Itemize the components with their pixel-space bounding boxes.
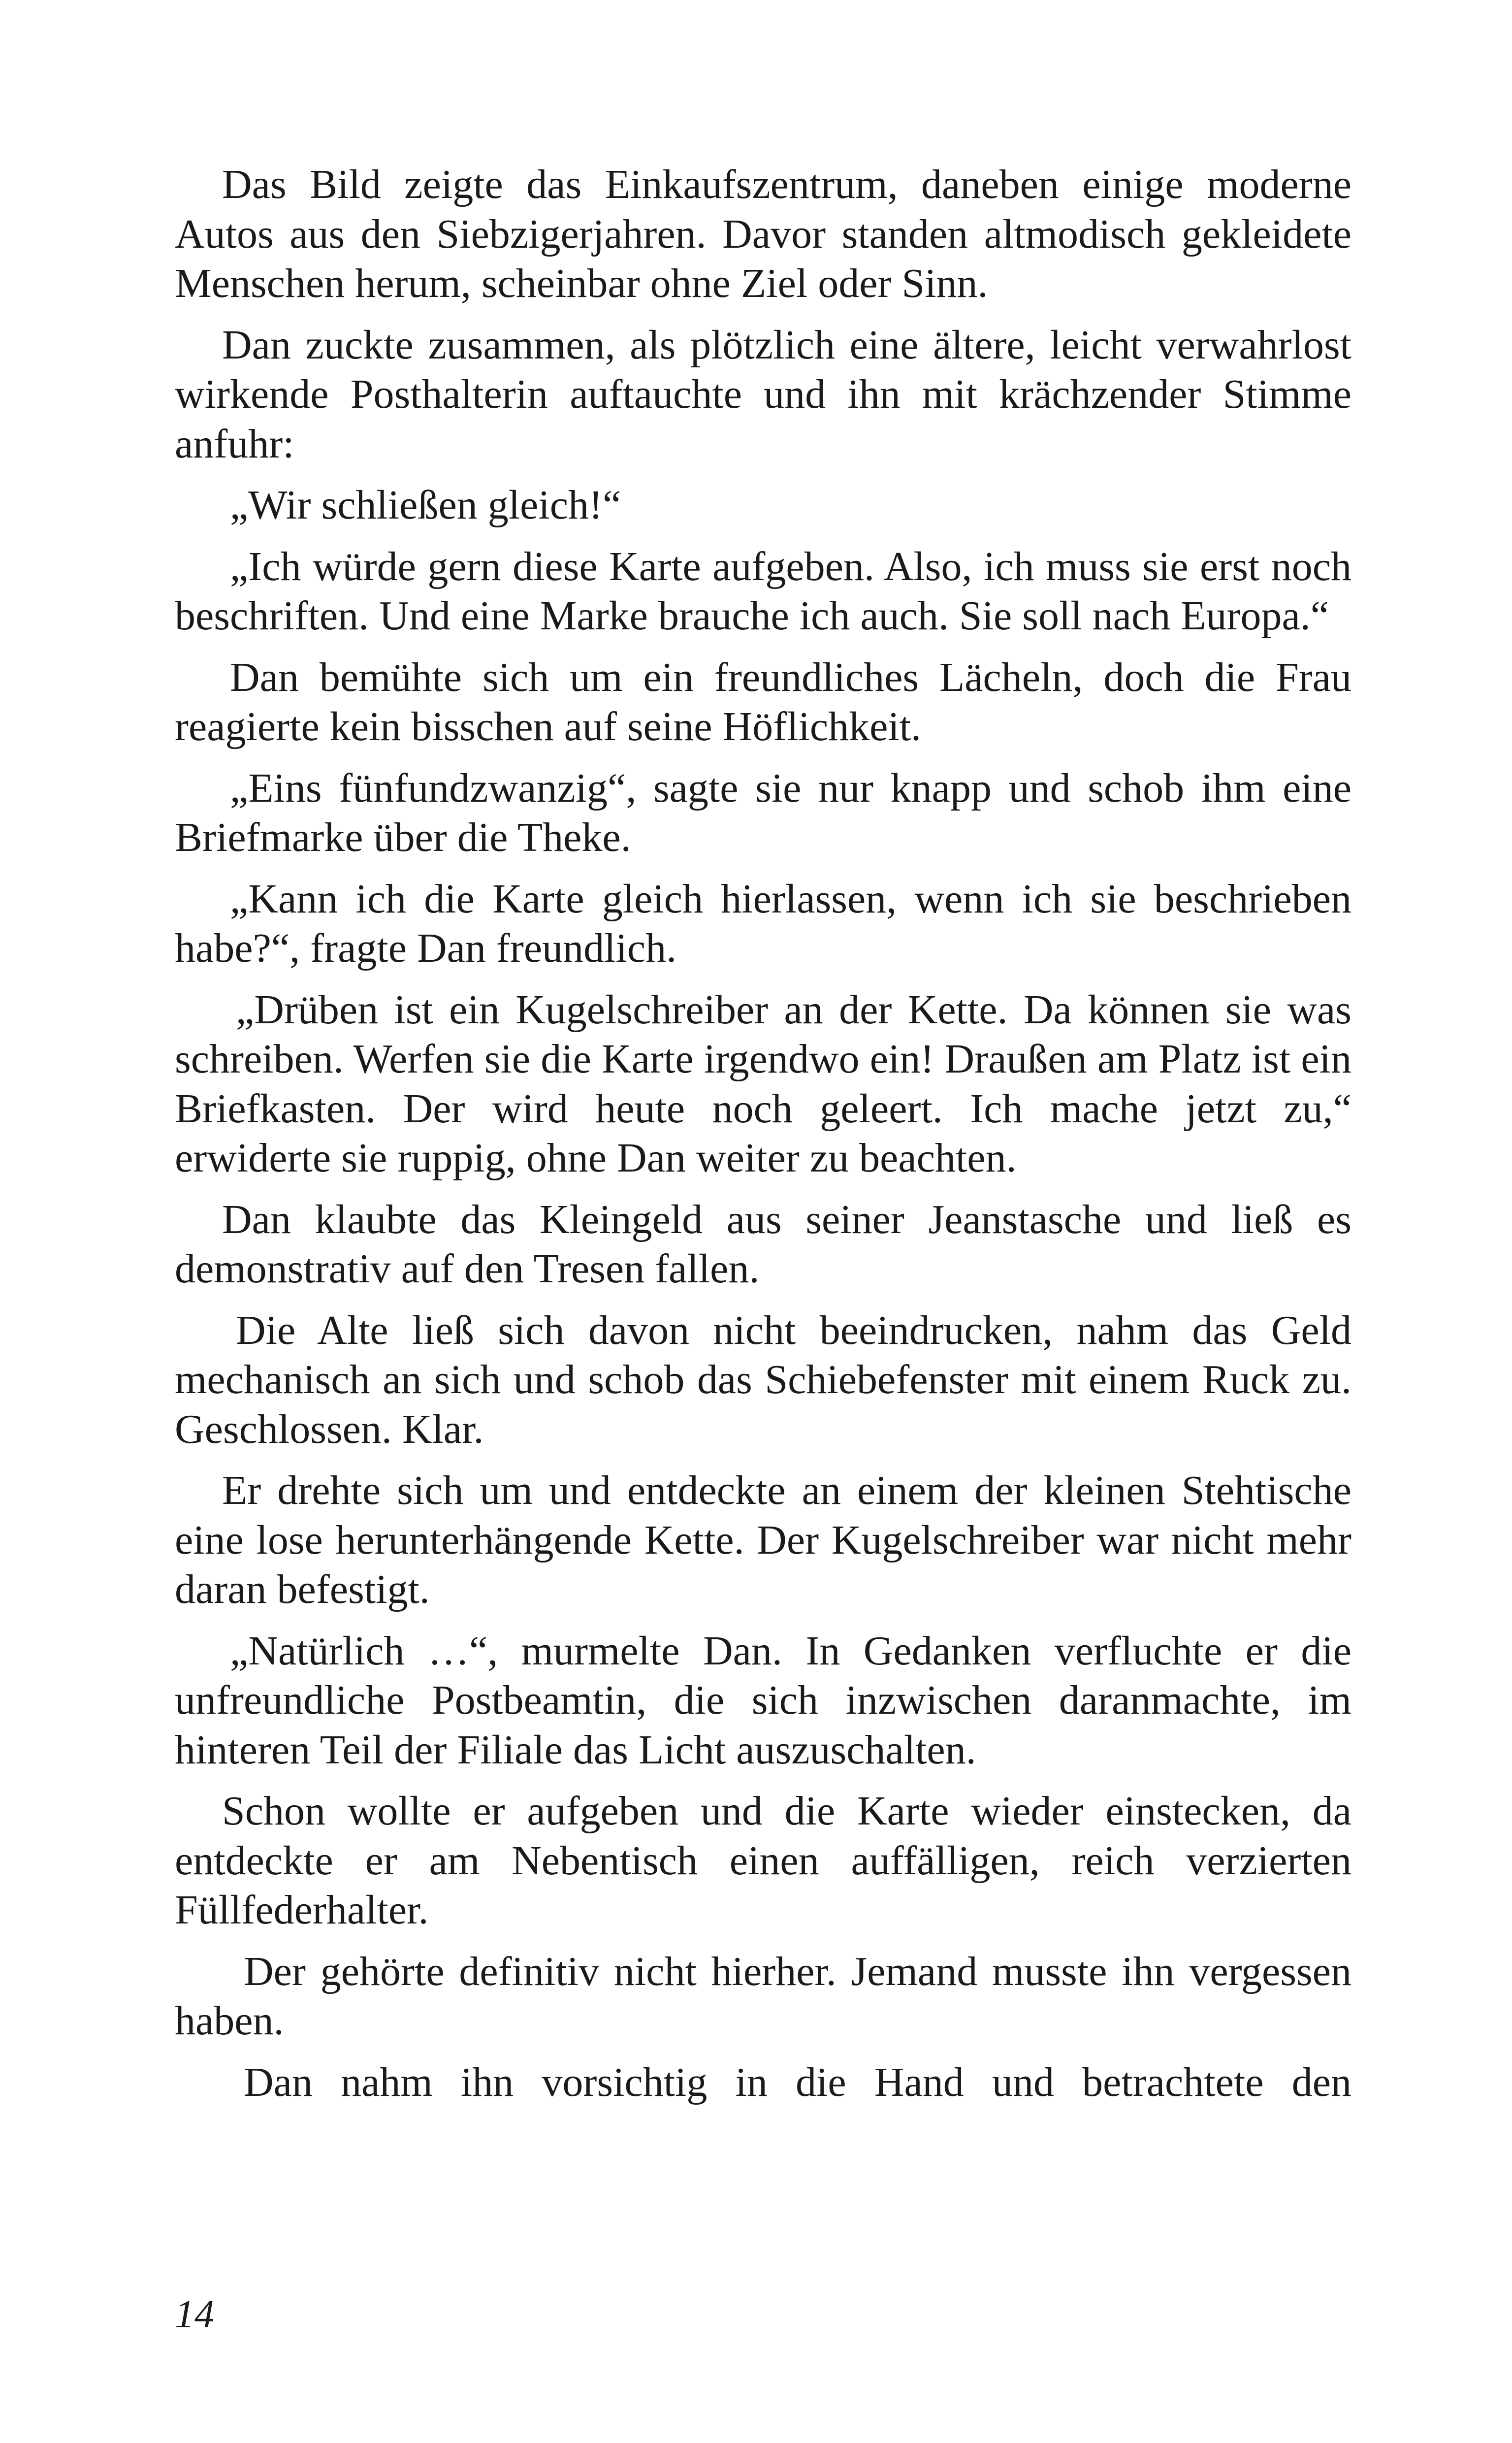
paragraph: Das Bild zeigte das Einkaufszentrum, daneben einige moderne Autos aus den Siebzigerjahren. Davor standen altmodisch gekleidete Menschen herum, scheinbar ohne Ziel oder Sinn.	[175, 162, 1351, 306]
paragraph: „Ich würde gern diese Karte aufgeben. Also, ich muss sie erst noch beschriften. Und eine Marke brauche ich auch. Sie soll nach Europa.“	[175, 543, 1351, 639]
paragraph: Dan nahm ihn vorsichtig in die Hand und betrachtete den	[244, 2059, 1351, 2105]
paragraph: Er drehte sich um und entdeckte an einem der kleinen Stehtische eine lose herunterhängende Kette. Der Kugelschreiber war nicht mehr daran befestigt.	[175, 1467, 1351, 1612]
paragraph: „Eins fünfundzwanzig“, sagte sie nur knapp und schob ihm eine Briefmarke über die Theke.	[175, 765, 1351, 860]
paragraph: „Natürlich …“, murmelte Dan. In Gedanken verfluchte er die unfreundliche Postbeamtin, die sich inzwischen daranmachte, im hinteren Teil der Filiale das Licht auszuschalten.	[175, 1628, 1351, 1773]
page-number: 14	[175, 2293, 214, 2336]
paragraph: Die Alte ließ sich davon nicht beeindrucken, nahm das Geld mechanisch an sich und schob das Schiebefenster mit einem Ruck zu. Geschlossen. Klar.	[175, 1307, 1351, 1452]
paragraph: Dan bemühte sich um ein freundliches Lächeln, doch die Frau reagierte kein bisschen auf seine Höflichkeit.	[175, 654, 1351, 749]
body-text	[175, 160, 1351, 2119]
paragraph: Dan klaubte das Kleingeld aus seiner Jeanstasche und ließ es demonstrativ auf den Tresen fallen.	[175, 1196, 1351, 1292]
paragraph: „Drüben ist ein Kugelschreiber an der Kette. Da können sie was schreiben. Werfen sie die Karte irgendwo ein! Draußen am Platz ist ein Briefkasten. Der wird heute noch geleert. Ich mache jetzt zu,“ erwiderte sie ruppig, ohne Dan weiter zu beachten.	[175, 986, 1351, 1181]
paragraph: Dan zuckte zusammen, als plötzlich eine ältere, leicht verwahrlost wirkende Posthalterin auftauchte und ihn mit krächzender Stimme anfuhr:	[175, 322, 1351, 467]
paragraph: „Kann ich die Karte gleich hierlassen, wenn ich sie beschrieben habe?“, fragte Dan freundlich.	[175, 876, 1351, 971]
paragraph: „Wir schließen gleich!“	[230, 482, 621, 528]
paragraph: Der gehörte definitiv nicht hierher. Jemand musste ihn vergessen haben.	[175, 1948, 1351, 2044]
paragraph: Schon wollte er aufgeben und die Karte wieder einstecken, da entdeckte er am Nebentisch einen auffälligen, reich verzierten Füllfederhalter.	[175, 1788, 1351, 1933]
